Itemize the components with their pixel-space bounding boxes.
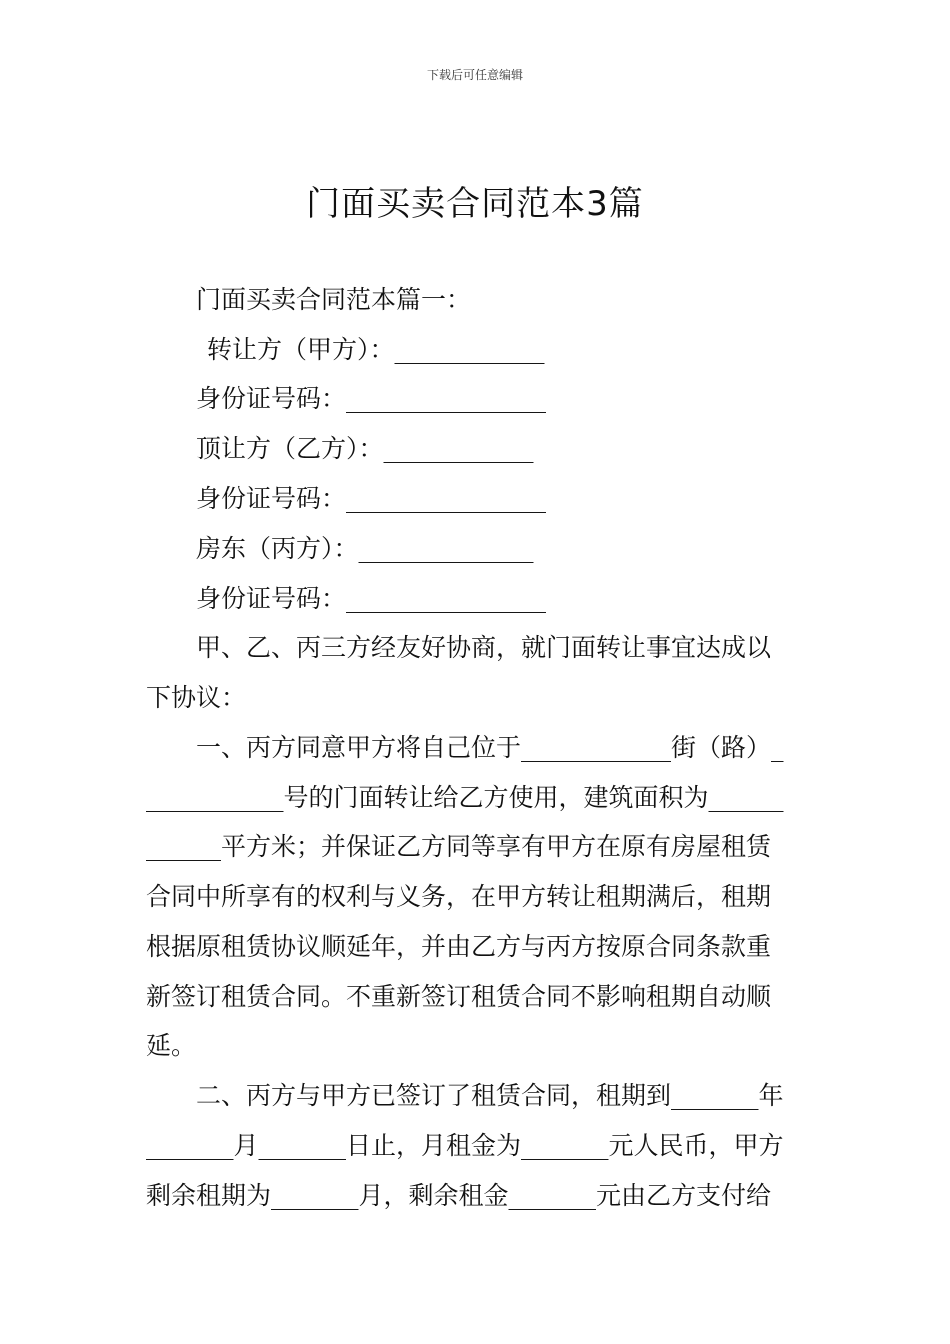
paragraph-line: ______平方米；并保证乙方同等享有甲方在原有房屋租赁 [146, 832, 772, 861]
paragraph-line: 二、丙方与甲方已签订了租赁合同，租期到_______年 [196, 1081, 784, 1110]
paragraph-line: _______月_______日止，月租金为_______元人民币，甲方 [146, 1131, 784, 1160]
field-id-number-c: 身份证号码：________________ [196, 584, 547, 613]
paragraph-line: 甲、乙、丙三方经友好协商，就门面转让事宜达成以 [196, 633, 772, 662]
field-landlord: 房东（丙方）：______________ [196, 534, 534, 563]
field-id-number-b: 身份证号码：________________ [196, 484, 547, 513]
field-id-number-a: 身份证号码：________________ [196, 384, 547, 413]
field-transferee: 顶让方（乙方）：____________ [196, 434, 534, 463]
section-heading: 门面买卖合同范本篇一： [196, 285, 472, 314]
paragraph-line: 新签订租赁合同。不重新签订租赁合同不影响租期自动顺 [146, 982, 772, 1011]
paragraph-line: 合同中所享有的权利与义务，在甲方转让租期满后，租期 [146, 882, 772, 911]
paragraph-line: 一、丙方同意甲方将自己位于____________街（路）_ [196, 733, 784, 762]
paragraph-line: 延。 [146, 1031, 197, 1060]
paragraph-line: ___________号的门面转让给乙方使用，建筑面积为______ [146, 783, 784, 812]
document-title: 门面买卖合同范本3篇 [306, 184, 644, 224]
page-header-note: 下载后可任意编辑 [426, 68, 523, 82]
paragraph-line: 剩余租期为_______月，剩余租金_______元由乙方支付给 [146, 1181, 772, 1210]
paragraph-line: 根据原租赁协议顺延年，并由乙方与丙方按原合同条款重 [146, 932, 772, 961]
paragraph-line: 下协议： [146, 683, 247, 712]
field-transferor: 转让方（甲方）：____________ [207, 335, 545, 364]
